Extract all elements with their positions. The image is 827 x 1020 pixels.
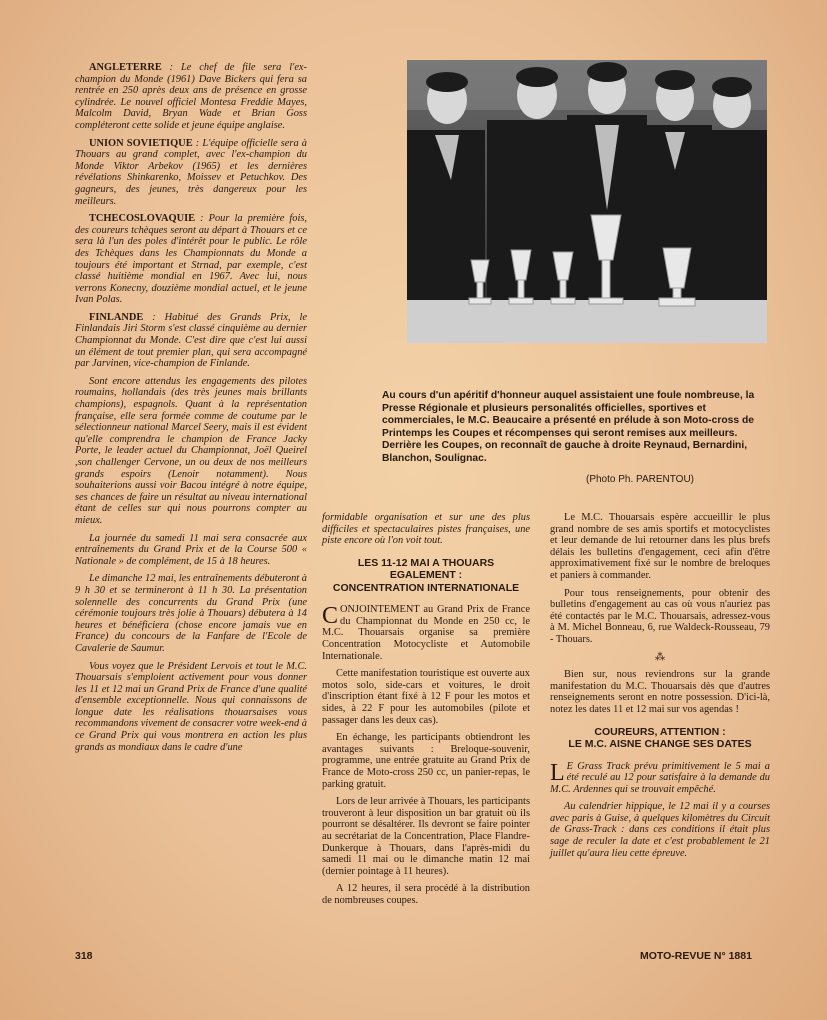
magazine-issue: MOTO-REVUE N° 1881 <box>640 950 752 962</box>
paragraph-reviendrons: Bien sur, nous reviendrons sur la grande manifestation du M.C. Thouarsais dès que d'autres renseignements seront en notre possession. D'ici-là, notez les dates 11 et 12 mai sur vos agendas ! <box>550 669 770 715</box>
paragraph-continuation: formidable organisation et sur une des plus difficiles et spectaculaires pistes françaises, une piste encore où l'on voit tout. <box>322 512 530 547</box>
paragraph-samedi: La journée du samedi 11 mai sera consacrée aux entraînements du Grand Prix et de la Course 500 « Nationale » de complément, de 15 à 18 heures. <box>75 532 307 567</box>
paragraph-tchecoslovaquie: TCHECOSLOVAQUIE : Pour la première fois, des coureurs tchèques seront au départ à Thouars et ce sera là l'un des poles d'intérêt pour le public. Le rôle des Tchèques dans les Championnats du Monde a toujours été important et Strnad, par exemple, c'est classé huitième mondial en 1967. Avec lui, nous verrons Konecny, douzième mondial actuel, et le jeune Ivan Polas. <box>75 213 307 306</box>
section-separator: ⁂ <box>655 651 665 663</box>
paragraph-union-sovietique: UNION SOVIETIQUE : L'équipe officielle sera à Thouars au grand complet, avec l'ex-champion du Monde Viktor Arbekov (1965) et les dernières révélations Shinkarenko, Moissev et Petuchkov. Des gagneurs, des jeunes, très dangereux pour les meilleurs. <box>75 137 307 207</box>
aisne-heading: COUREURS, ATTENTION : LE M.C. AISNE CHANGE SES DATES <box>568 725 752 750</box>
left-column <box>75 62 307 759</box>
paragraph-dimanche: Le dimanche 12 mai, les entraînements débuteront à 9 h 30 et se termineront à 11 h 30. La présentation solennelle des concurrents du Grand Prix (une cérémonie toujours très jolie à Thouars) débutera à 14 heures et bénéficiera (chose encore jamais vue en France) du concours de la Fanfare de l'Ecole de Cavalerie de Saumur. <box>75 573 307 654</box>
paragraph-arrivee: Lors de leur arrivée à Thouars, les participants trouveront à leur disposition un bar gratuit où ils pourront se désaltérer. Ils devront se faire pointer au secrétariat de la Concentration, Place Flandre-Dunkerque à Thouars, dans l'après-midi du samedi 11 mai ou le dimanche matin 12 mai (dernier pointage à 11 heures). <box>322 796 530 877</box>
paragraph-calendrier: Au calendrier hippique, le 12 mai il y a courses avec paris à Guise, à quelques kilomètres du Circuit de Grass-Track : dans ces conditions il était plus sage de reculer la date et c'est probablement le 21 juillet qu'aura lieu cette épreuve. <box>550 801 770 859</box>
paragraph-president: Vous voyez que le Président Lervois et tout le M.C. Thouarsais s'emploient activement pour vous donner les 11 et 12 mai un Grand Prix de France d'une qualité d'ensemble exceptionnelle. Nous qui connaissons de longue date les réalisations thouarsaises vous recommandons vivement de consacrer votre week-end à ce Grand Prix qui vous montrera en action les plus grands as mondiaux dans le cadre d'une <box>75 660 307 753</box>
right-column <box>550 512 770 865</box>
photo-illustration <box>407 60 767 343</box>
paragraph-finlande: FINLANDE : Habitué des Grands Prix, le Finlandais Jiri Storm s'est classé cinquième au dernier Championnat du Monde. C'est dire que c'est lui aussi un élément de tout premier plan, qui sera accompagné par Jarvinen, vice-champion de Finlande. <box>75 311 307 370</box>
trophies-photo <box>407 60 767 343</box>
paragraph-angleterre: ANGLETERRE : Le chef de file sera l'ex-champion du Monde (1961) Dave Bickers qui fera sa rentrée en 250 après deux ans de présence en grosse cylindrée. Le nouvel officiel Montesa Freddie Mayes, Malcolm David, Bryan Wade et Brian Goss compléteront cette solide et jeune équipe anglaise. <box>75 62 307 131</box>
paragraph-conjointement: CONJOINTEMENT au Grand Prix de France du Championnat du Monde en 250 cc, le M.C. Thouarsais organise sa première Concentration Motocycliste et Automobile Internationale. <box>322 603 530 662</box>
paragraph-accueillir: Le M.C. Thouarsais espère accueillir le plus grand nombre de ses amis sportifs et motocyclistes et leur demande de lui retourner dans les plus brefs délais les bulletins d'engagement, ceci afin d'être approximativement fixé sur le nombre de breloques et paniers à commander. <box>550 512 770 581</box>
photo-credit: (Photo Ph. PARENTOU) <box>586 474 694 485</box>
paragraph-grass-track: L E Grass Track prévu primitivement le 5 mai a été reculé au 12 pour satisfaire à la demande du M.C. Ardennes qui se trouvait empêché. <box>550 759 770 795</box>
paragraph-coupes: A 12 heures, il sera procédé à la distribution de nombreuses coupes. <box>322 883 530 906</box>
concentration-heading: LES 11-12 MAI A THOUARS EGALEMENT : CONCENTRATION INTERNATIONALE <box>332 556 520 594</box>
paragraph-manifestation: Cette manifestation touristique est ouverte aux motos solo, side-cars et voitures, le droit d'inscription étant fixé à 12 F pour les motos et sides, à 22 F pour les automobiles (pilote et passager dans les deux cas). <box>322 668 530 726</box>
paragraph-renseignements: Pour tous renseignements, pour obtenir des bulletins d'engagement au cas où vous n'auriez pas été contactés par le M.C. Thouarsais, adressez-vous à M. Michel Bonneau, 6, rue Waldeck-Rousseau, 79 - Thouars. <box>550 587 770 645</box>
paragraph-echange: En échange, les participants obtiendront les avantages suivants : Breloque-souvenir, programme, une entrée gratuite au Grand Prix de France de Moto-cross 250 cc, un panier-repas, le parking gratuit. <box>322 732 530 790</box>
photo-caption: Au cours d'un apéritif d'honneur auquel assistaient une foule nombreuse, la Presse Régionale et plusieurs personalités officielles, sportives et commerciales, le M.C. Beaucaire a présenté en prélude à son Moto-cross de Printemps les Coupes et récompenses qui seront remises aux meilleurs. Derrière les Coupes, on reconnaît de gauche à droite Reynaud, Bernardini, Blanchon, Soulignac. <box>382 390 755 464</box>
page-number: 318 <box>75 950 93 962</box>
middle-column <box>322 512 530 913</box>
paragraph-engagements: Sont encore attendus les engagements des pilotes roumains, hollandais (des très jeunes mais brillants champions), espagnols. Quant à la représentation française, elle sera formée comme de coutume par le sélectionneur national Marcel Seery, mais il est évident qu'elle comprendra le champion de France Jacky Porte, le leader actuel du Championnat, Joël Queirel ,son challenger Cervone, un ou deux de nos meilleurs grands espoirs (Lenoir notamment). Nous souhaiterions aussi voir Bacou intégré à notre équipe, ses chances de faire un résultat au niveau international étant de celles sur qui nous pourrons compter au mieux. <box>75 375 307 526</box>
